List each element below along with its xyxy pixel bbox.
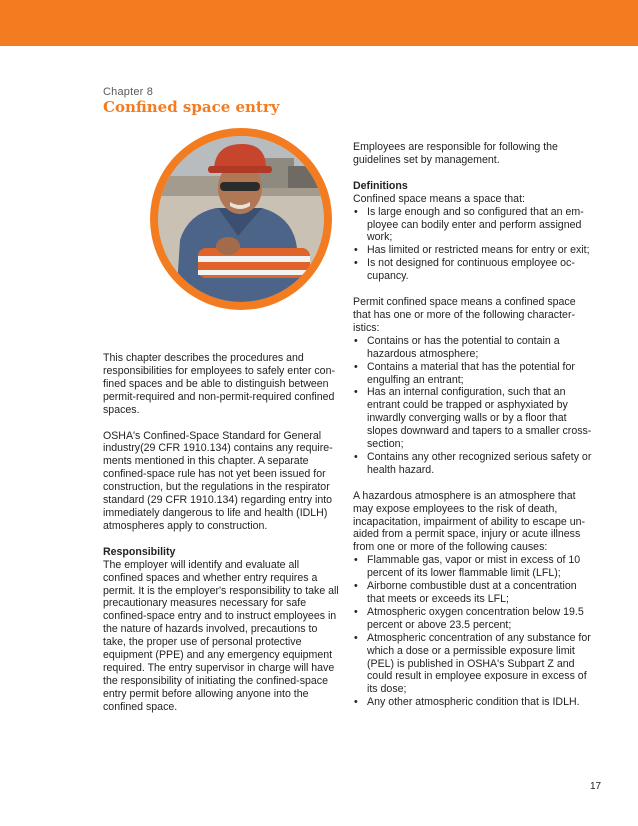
responsibility-heading: Responsibility xyxy=(103,545,176,558)
list-item: • Airborne combustible dust at a concentration that meets or exceeds its LFL; xyxy=(353,580,593,606)
left-column xyxy=(103,352,339,714)
list-item: • Flammable gas, vapor or mist in excess of 10 percent of its lower flammable limit (LFL); xyxy=(353,554,593,580)
list-item: • Is large enough and so configured that an em-ployee can bodily enter and perform assigned work; xyxy=(353,206,593,245)
permit-space-intro: Permit confined space means a confined space that has one or more of the following character-istics: xyxy=(353,296,576,334)
standard-paragraph: OSHA's Confined-Space Standard for General industry(29 CFR 1910.134) contains any require-ments mentioned in this chapter. A separate confined-space rule has not yet been issued for construction, but the regulations in the respirator standard (29 CFR 1910.134) regarding entry into immediately dangerous to life and health (IDLH) atmospheres apply to construction. xyxy=(103,429,333,532)
confined-space-intro: Confined space means a space that: xyxy=(353,192,525,205)
definitions-heading: Definitions xyxy=(353,179,408,192)
worker-illustration xyxy=(158,136,324,302)
hazardous-atmosphere-intro: A hazardous atmosphere is an atmosphere that may expose employees to the risk of death, incapacitation, impairment of ability to escape un-aided from a permit space, injury or acute illness from one or more of the following causes: xyxy=(353,489,586,554)
header-band xyxy=(0,0,638,46)
worker-photo xyxy=(150,128,332,310)
right-column xyxy=(353,141,593,709)
list-item: • Atmospheric oxygen concentration below 19.5 percent or above 23.5 percent; xyxy=(353,606,593,632)
confined-space-list xyxy=(353,206,593,283)
permit-space-list xyxy=(353,335,593,477)
hazardous-atmosphere-list xyxy=(353,554,593,709)
list-item: • Contains any other recognized serious safety or health hazard. xyxy=(353,451,593,477)
list-item: • Contains a material that has the potential for engulfing an entrant; xyxy=(353,361,593,387)
chapter-label: Chapter 8 xyxy=(103,86,154,98)
list-item: • Contains or has the potential to contain a hazardous atmosphere; xyxy=(353,335,593,361)
list-item: • Has limited or restricted means for entry or exit; xyxy=(353,244,593,257)
list-item: • Any other atmospheric condition that is IDLH. xyxy=(353,696,593,709)
list-item: • Atmospheric concentration of any substance for which a dose or a permissible exposure limit (PEL) is published in OSHA's Subpart Z and could result in employee exposure in excess of its dose; xyxy=(353,632,593,697)
employees-paragraph: Employees are responsible for following the guidelines set by management. xyxy=(353,141,558,166)
list-item: • Has an internal configuration, such that an entrant could be trapped or asphyxiated by inwardly converging walls or by a floor that slopes downward and tapers to a smaller cross-section; xyxy=(353,386,593,451)
responsibility-paragraph: The employer will identify and evaluate all confined spaces and whether entry requires a permit. It is the employer's responsibility to take all precautionary measures necessary for safe confined-space entry and to instruct employees in the nature of hazards involved, precautions to take, the proper use of personal protective equipment (PPE) and any emergency equipment required. The entry supervisor in charge will have the responsibility of initiating the confined-space entry permit before allowing anyone into the confined space. xyxy=(103,558,339,713)
chapter-title: Confined space entry xyxy=(103,98,280,116)
intro-paragraph: This chapter describes the procedures and responsibilities for employees to safely enter con-fined spaces and be able to distinguish between permit-required and non-permit-required confined spaces. xyxy=(103,352,335,416)
list-item: • Is not designed for continuous employee oc-cupancy. xyxy=(353,257,593,283)
page-number: 17 xyxy=(590,781,602,792)
